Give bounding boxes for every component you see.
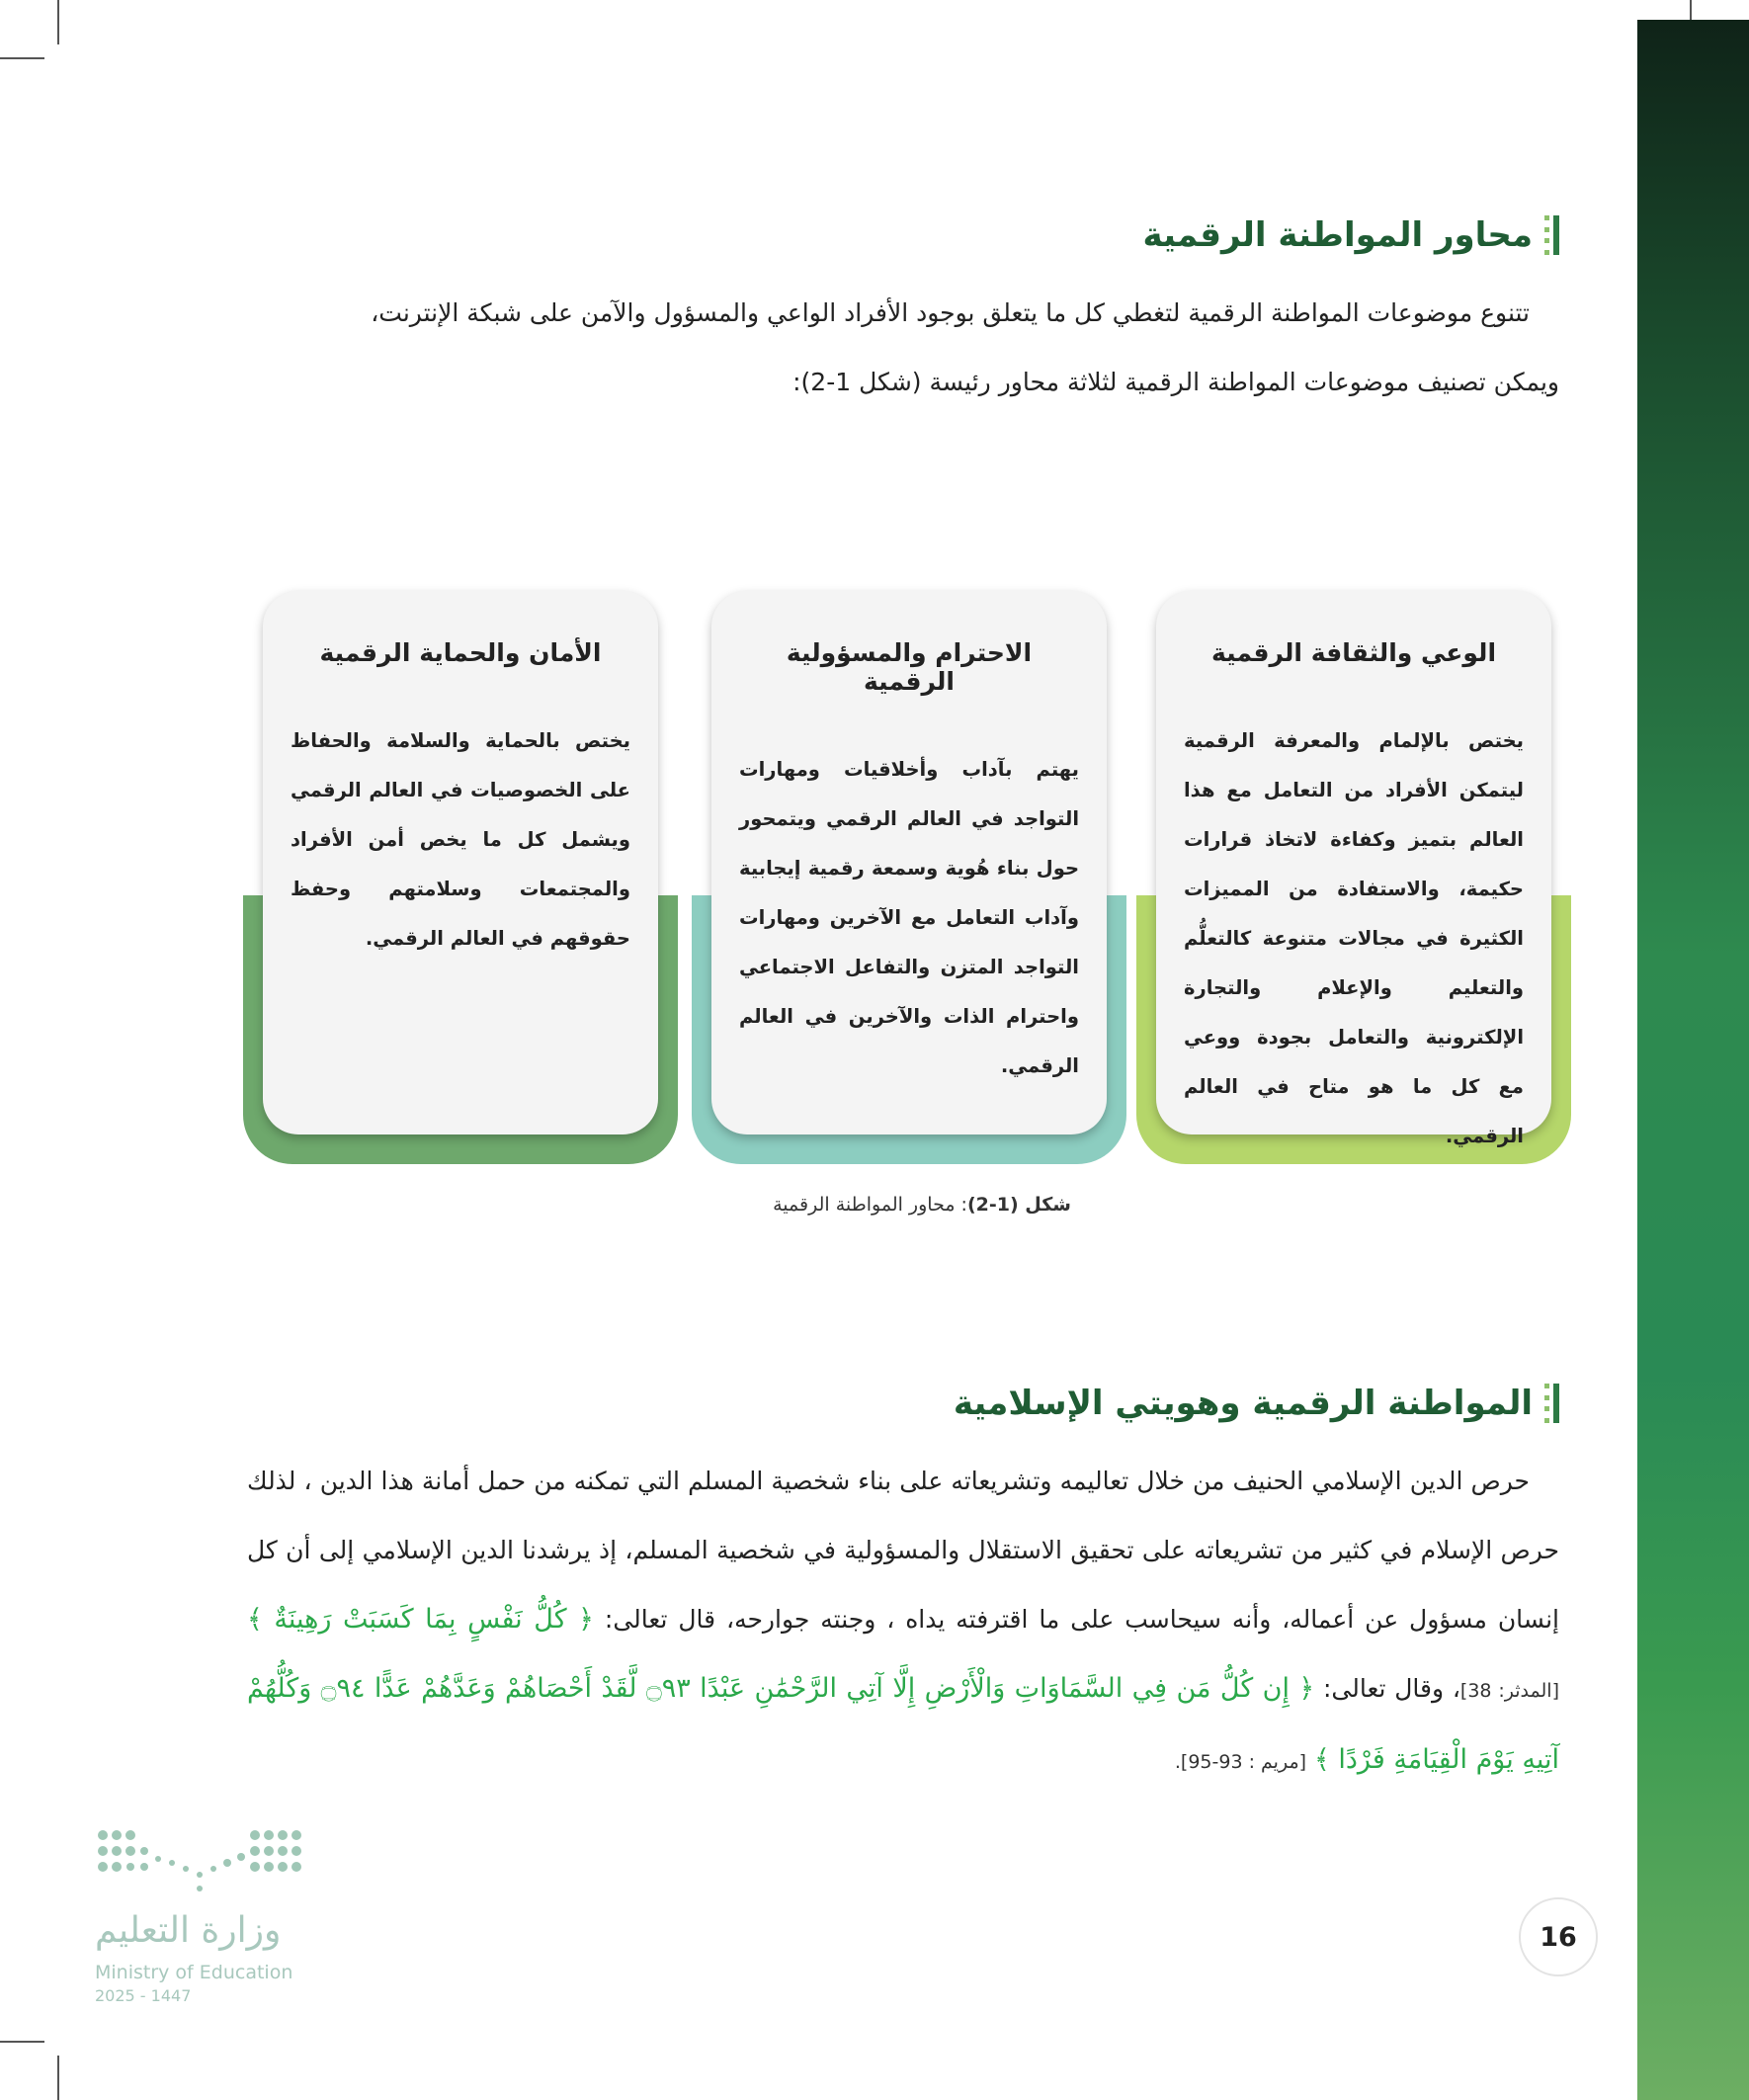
crop-mark	[0, 57, 44, 59]
side-green-bar	[1637, 20, 1749, 2100]
figure-label: شكل (1-2)	[966, 1194, 1071, 1216]
figure-caption-text: : محاور المواطنة الرقمية	[773, 1194, 967, 1216]
quran-verse: ﴿ كُلُّ نَفْسٍ بِمَا كَسَبَتْ رَهِينَةٌ ﴾	[247, 1604, 594, 1635]
paragraph-body	[247, 1447, 1559, 1797]
logo-arabic-text: وزارة التعليم	[95, 1910, 282, 1951]
card-panel	[1156, 591, 1551, 1147]
logo-dots-icon	[95, 1823, 312, 1902]
crop-mark	[57, 2056, 59, 2100]
crop-mark	[57, 0, 59, 44]
figure-caption	[593, 1194, 1071, 1216]
islamic-identity-paragraph	[247, 1447, 1559, 1797]
card-body: يهتم بآداب وأخلاقيات ومهارات التواجد في العالم الرقمي ويتمحور حول بناء هُوية وسمعة رقمية إيجابية وآداب التعامل مع الآخرين ومهارات التواجد المتزن والتفاعل الاجتماعي واحترام الذات والآخرين في العالم الرقمي.	[739, 758, 1079, 1077]
card-safety	[243, 591, 678, 1164]
crop-mark	[0, 2041, 44, 2043]
card-title: الاحترام والمسؤولية الرقمية	[786, 638, 1033, 696]
logo-year-text: 2025 - 1447	[95, 1986, 192, 2005]
card-awareness	[1136, 591, 1571, 1164]
title-marker-icon	[1544, 1384, 1559, 1423]
card-title: الأمان والحماية الرقمية	[319, 638, 602, 667]
intro-paragraph	[247, 279, 1559, 417]
title-marker-icon	[1544, 215, 1559, 255]
intro-line-2: ويمكن تصنيف موضوعات المواطنة الرقمية لثلاثة محاور رئيسة (شكل 1-2):	[792, 368, 1559, 396]
section-title-text: المواطنة الرقمية وهويتي الإسلامية	[953, 1384, 1533, 1423]
logo-english-text: Ministry of Education	[95, 1962, 293, 1983]
paragraph-text: حرص الدين الإسلامي الحنيف من خلال تعاليمه وتشريعاته على بناء شخصية المسلم التي تمكنه من حمل أمانة هذا الدين ، لذلك حرص الإسلام في كثير من تشريعاته على تحقيق الاستقلال والمسؤولية في شخصية المسلم، إذ يرشدنا الدين الإسلامي إلى أن كل إنسان مسؤول عن أعماله، وأنه سيحاسب على ما اقترفته يداه ، وجنته جوارحه، قال تعالى:	[247, 1467, 1559, 1634]
card-respect	[692, 591, 1126, 1164]
card-title: الوعي والثقافة الرقمية	[1210, 638, 1497, 667]
section-title-islamic-identity	[954, 1384, 1559, 1423]
card-body: يختص بالحماية والسلامة والحفاظ على الخصوصيات في العالم الرقمي ويشمل كل ما يخص أمن الأفراد والمجتمعات وسلامتهم وحفظ حقوقهم في العالم الرقمي.	[291, 729, 630, 950]
card-panel	[263, 591, 658, 1134]
section-title-text: محاور المواطنة الرقمية	[1142, 215, 1533, 255]
quran-verse: ﴿ إِن كُلُّ مَن فِي السَّمَاوَاتِ وَالْأَرْضِ إِلَّا آتِي الرَّحْمَٰنِ عَبْدًا ۝٩٣ لَّقَدْ أَحْصَاهُمْ وَعَدَّهُمْ عَدًّا ۝٩٤ وَكُلُّهُمْ آتِيهِ يَوْمَ الْقِيَامَةِ فَرْدًا ﴾	[247, 1673, 1559, 1775]
ministry-logo	[95, 1823, 312, 2011]
connector-text: ، وقال تعالى:	[1322, 1674, 1460, 1703]
intro-line-1: تتنوع موضوعات المواطنة الرقمية لتغطي كل ما يتعلق بوجود الأفراد الواعي والمسؤول والآمن على شبكة الإنترنت،	[371, 298, 1530, 327]
verse-reference: [مريم : 93-95].	[1174, 1751, 1307, 1773]
verse-reference: [المدثر: 38]	[1459, 1680, 1559, 1702]
page-number: 16	[1519, 1897, 1598, 1976]
card-panel	[711, 591, 1107, 1134]
card-body: يختص بالإلمام والمعرفة الرقمية ليتمكن الأفراد من التعامل مع هذا العالم بتميز وكفاءة لاتخاذ قرارات حكيمة، والاستفادة من المميزات الكثيرة في مجالات متنوعة كالتعلُّم والتعليم والإعلام والتجارة الإلكترونية والتعامل بجودة ووعي مع كل ما هو متاح في العالم الرقمي.	[1184, 729, 1524, 1147]
section-title-digital-citizenship-axes	[1142, 215, 1559, 255]
